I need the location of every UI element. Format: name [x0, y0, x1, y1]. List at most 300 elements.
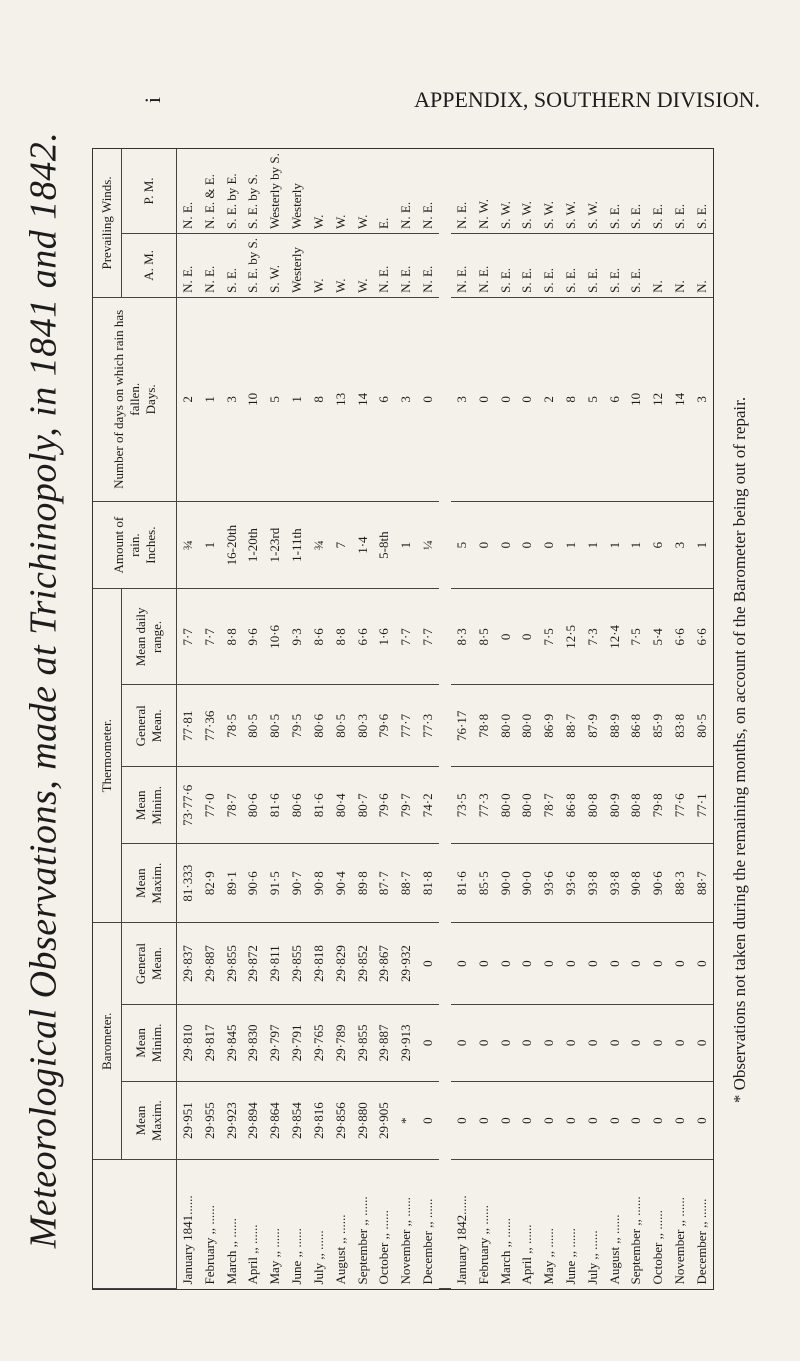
- cell-month: August ,, ......: [606, 1214, 622, 1285]
- cell-am: N.: [691, 233, 713, 297]
- cell-rain: 1: [625, 501, 647, 589]
- cell-tmin: 80·0: [495, 767, 517, 844]
- cell-trng: 6·6: [352, 589, 374, 685]
- cell-days: 13: [330, 297, 352, 501]
- cell-days: 14: [669, 297, 691, 501]
- cell-bmin: 0: [604, 1005, 626, 1082]
- cell-tmin: 77·0: [199, 767, 221, 844]
- cell-trng: 10·6: [264, 589, 286, 685]
- cell-rain: 3: [669, 501, 691, 589]
- cell-tmin: 81·6: [308, 767, 330, 844]
- cell-trng: 8·8: [330, 589, 352, 685]
- cell-am: S. E.: [538, 233, 560, 297]
- cell-tmin: 79·6: [373, 767, 395, 844]
- cell-month: October ,, ......: [650, 1210, 666, 1285]
- cell-bgen: 29·867: [373, 923, 395, 1005]
- cell-days: 12: [647, 297, 669, 501]
- cell-month: April ,, ......: [245, 1224, 261, 1285]
- cell-month: September ,, ......: [628, 1196, 644, 1285]
- cell-pm: S. W.: [560, 149, 582, 233]
- cell-pm: S. W.: [516, 149, 538, 233]
- cell-bmin: 29·789: [330, 1005, 352, 1082]
- cell-bgen: 0: [538, 923, 560, 1005]
- cell-bmax: 0: [560, 1081, 582, 1160]
- cell-month: October ,, ......: [376, 1210, 392, 1285]
- cell-bgen: 0: [451, 923, 473, 1005]
- cell-tgen: 80·0: [516, 685, 538, 767]
- cell-pm: S. E.: [669, 149, 691, 233]
- cell-tmax: 90·4: [330, 844, 352, 923]
- page-number: i: [140, 96, 166, 104]
- table-row: [560, 149, 582, 1289]
- cell-rain: 1: [604, 501, 626, 589]
- cell-tmax: 89·8: [352, 844, 374, 923]
- cell-tmax: 85·5: [473, 844, 495, 923]
- cell-bgen: 29·811: [264, 923, 286, 1005]
- cell-trng: 7·5: [538, 589, 560, 685]
- cell-am: N. E.: [177, 233, 199, 297]
- cell-tmin: 80·0: [516, 767, 538, 844]
- cell-bmax: 0: [691, 1081, 713, 1160]
- cell-pm: S. E.: [604, 149, 626, 233]
- cell-tgen: 79·6: [373, 685, 395, 767]
- cell-tmax: 89·1: [221, 844, 243, 923]
- cell-bgen: 29·837: [177, 923, 199, 1005]
- cell-rain: ¼: [417, 501, 439, 589]
- cell-bmax: 29·816: [308, 1081, 330, 1160]
- cell-trng: 8·3: [451, 589, 473, 685]
- cell-days: 1: [286, 297, 308, 501]
- cell-bmax: 29·864: [264, 1081, 286, 1160]
- cell-month: June ,, ......: [562, 1228, 578, 1285]
- cell-bgen: 0: [495, 923, 517, 1005]
- baro-max-header: Mean Maxim.: [122, 1081, 177, 1160]
- cell-tmin: 78·7: [538, 767, 560, 844]
- cell-rain: 1: [395, 501, 417, 589]
- table-row: [495, 149, 517, 1289]
- cell-pm: N. E.: [417, 149, 439, 233]
- cell-bgen: 0: [647, 923, 669, 1005]
- table-row: [395, 149, 417, 1289]
- cell-tmin: 79·8: [647, 767, 669, 844]
- table-row: [221, 149, 243, 1289]
- cell-tmax: 91·5: [264, 844, 286, 923]
- cell-trng: 7·7: [199, 589, 221, 685]
- table-row: [625, 149, 647, 1289]
- cell-month: May ,, ......: [267, 1228, 283, 1285]
- cell-days: 6: [373, 297, 395, 501]
- cell-tgen: 85·9: [647, 685, 669, 767]
- cell-trng: 9·3: [286, 589, 308, 685]
- cell-month: December ,, ......: [693, 1198, 709, 1285]
- cell-rain: ¾: [177, 501, 199, 589]
- table-row: [330, 149, 352, 1289]
- cell-bmin: 0: [516, 1005, 538, 1082]
- cell-bmax: *: [395, 1081, 417, 1160]
- cell-tmax: 90·6: [243, 844, 265, 923]
- cell-bmax: 29·923: [221, 1081, 243, 1160]
- table-row: [582, 149, 604, 1289]
- cell-bmin: 29·913: [395, 1005, 417, 1082]
- cell-bmax: 29·856: [330, 1081, 352, 1160]
- cell-bmax: 0: [451, 1081, 473, 1160]
- cell-days: 10: [625, 297, 647, 501]
- cell-bgen: 0: [560, 923, 582, 1005]
- cell-rain: 0: [473, 501, 495, 589]
- cell-trng: 8·5: [473, 589, 495, 685]
- cell-tmax: 93·6: [538, 844, 560, 923]
- am-header: A. M.: [122, 233, 177, 297]
- cell-tgen: 77·7: [395, 685, 417, 767]
- cell-tgen: 80·6: [308, 685, 330, 767]
- cell-tgen: 80·5: [691, 685, 713, 767]
- cell-days: 14: [352, 297, 374, 501]
- cell-rain: 5-8th: [373, 501, 395, 589]
- table-row: [691, 149, 713, 1289]
- cell-tgen: 80·0: [495, 685, 517, 767]
- cell-bmin: 0: [582, 1005, 604, 1082]
- cell-pm: W.: [352, 149, 374, 233]
- cell-am: N.: [647, 233, 669, 297]
- cell-trng: 0: [495, 589, 517, 685]
- cell-trng: 7·7: [177, 589, 199, 685]
- cell-pm: S. W.: [582, 149, 604, 233]
- cell-tgen: 78·8: [473, 685, 495, 767]
- cell-tmin: 73·77·6: [177, 767, 199, 844]
- observations-table: [93, 149, 713, 1289]
- cell-month: July ,, ......: [310, 1230, 326, 1285]
- cell-pm: W.: [330, 149, 352, 233]
- cell-bmax: 0: [538, 1081, 560, 1160]
- cell-trng: 7·7: [395, 589, 417, 685]
- observations-table-rotator: [93, 149, 713, 1289]
- cell-am: S. E.: [495, 233, 517, 297]
- cell-tmin: 80·7: [352, 767, 374, 844]
- cell-trng: 8·6: [308, 589, 330, 685]
- cell-tgen: 79·5: [286, 685, 308, 767]
- therm-range-header: Mean daily range.: [122, 589, 177, 685]
- cell-tgen: 77·3: [417, 685, 439, 767]
- rain-header: Amount of rain. Inches.: [93, 501, 177, 589]
- running-head: [140, 72, 760, 128]
- cell-rain: 0: [516, 501, 538, 589]
- table-row: [417, 149, 439, 1289]
- cell-tgen: 80·5: [330, 685, 352, 767]
- cell-rain: 1: [560, 501, 582, 589]
- cell-am: W.: [308, 233, 330, 297]
- cell-days: 5: [264, 297, 286, 501]
- cell-bmax: 0: [473, 1081, 495, 1160]
- cell-days: 2: [538, 297, 560, 501]
- cell-month: September ,, ......: [354, 1196, 370, 1285]
- cell-am: W.: [330, 233, 352, 297]
- cell-tmax: 81·6: [451, 844, 473, 923]
- table-row: [286, 149, 308, 1289]
- cell-am: S. E. by S.: [243, 233, 265, 297]
- table-row: [243, 149, 265, 1289]
- cell-tgen: 88·9: [604, 685, 626, 767]
- cell-bmax: 0: [604, 1081, 626, 1160]
- cell-pm: N. E.: [451, 149, 473, 233]
- cell-pm: E.: [373, 149, 395, 233]
- cell-tmin: 78·7: [221, 767, 243, 844]
- cell-month: January 1842......: [453, 1195, 469, 1285]
- cell-tmax: 81·333: [177, 844, 199, 923]
- cell-tmax: 90·8: [625, 844, 647, 923]
- cell-days: 6: [604, 297, 626, 501]
- cell-tgen: 86·9: [538, 685, 560, 767]
- observations-table-frame: [92, 148, 714, 1290]
- cell-pm: N. W.: [473, 149, 495, 233]
- table-row: [199, 149, 221, 1289]
- cell-bgen: 0: [473, 923, 495, 1005]
- cell-trng: 7·3: [582, 589, 604, 685]
- cell-rain: 1-23rd: [264, 501, 286, 589]
- cell-days: 3: [221, 297, 243, 501]
- cell-bgen: 0: [417, 923, 439, 1005]
- cell-bmin: 29·810: [177, 1005, 199, 1082]
- cell-pm: S. E.: [691, 149, 713, 233]
- baro-min-header: Mean Minim.: [122, 1005, 177, 1082]
- baro-gen-header: General Mean.: [122, 923, 177, 1005]
- cell-bgen: 29·887: [199, 923, 221, 1005]
- cell-trng: 7·7: [417, 589, 439, 685]
- cell-rain: 0: [538, 501, 560, 589]
- cell-rain: ¾: [308, 501, 330, 589]
- cell-bgen: 0: [516, 923, 538, 1005]
- table-row: [604, 149, 626, 1289]
- cell-tmax: 88·3: [669, 844, 691, 923]
- cell-pm: N. E.: [177, 149, 199, 233]
- cell-tmin: 81·6: [264, 767, 286, 844]
- cell-bmax: 29·905: [373, 1081, 395, 1160]
- cell-bmax: 29·955: [199, 1081, 221, 1160]
- cell-am: N. E.: [417, 233, 439, 297]
- cell-am: S. E.: [625, 233, 647, 297]
- table-row: [177, 149, 199, 1289]
- cell-bgen: 29·852: [352, 923, 374, 1005]
- cell-bgen: 29·932: [395, 923, 417, 1005]
- cell-month: November ,, ......: [398, 1197, 414, 1285]
- cell-days: 3: [691, 297, 713, 501]
- cell-days: 0: [417, 297, 439, 501]
- cell-tmax: 93·6: [560, 844, 582, 923]
- running-head-title: APPENDIX, SOUTHERN DIVISION.: [414, 87, 760, 112]
- cell-tgen: 86·8: [625, 685, 647, 767]
- cell-am: Westerly: [286, 233, 308, 297]
- cell-tmax: 93·8: [582, 844, 604, 923]
- cell-am: N. E.: [473, 233, 495, 297]
- cell-bmax: 29·951: [177, 1081, 199, 1160]
- cell-month: November ,, ......: [672, 1197, 687, 1285]
- cell-bmax: 0: [516, 1081, 538, 1160]
- cell-month: May ,, ......: [541, 1228, 557, 1285]
- cell-month: July ,, ......: [584, 1230, 600, 1285]
- cell-rain: 1-11th: [286, 501, 308, 589]
- cell-pm: Westerly by S.: [264, 149, 286, 233]
- cell-tmin: 80·6: [243, 767, 265, 844]
- cell-tgen: 77·81: [177, 685, 199, 767]
- cell-month: January 1841......: [179, 1195, 195, 1285]
- side-title: [2, 90, 84, 1290]
- cell-bgen: 29·855: [286, 923, 308, 1005]
- cell-am: S. E.: [560, 233, 582, 297]
- cell-month: March ,, ......: [223, 1218, 239, 1285]
- cell-rain: 6: [647, 501, 669, 589]
- cell-month: February ,, ......: [201, 1205, 217, 1285]
- cell-bmin: 29·855: [352, 1005, 374, 1082]
- cell-pm: N. E. & E.: [199, 149, 221, 233]
- table-row: [538, 149, 560, 1289]
- cell-am: N. E.: [199, 233, 221, 297]
- cell-trng: 7·5: [625, 589, 647, 685]
- table-row: [669, 149, 691, 1289]
- cell-bmin: 29·887: [373, 1005, 395, 1082]
- cell-bmin: 0: [451, 1005, 473, 1082]
- cell-month: February ,, ......: [475, 1205, 491, 1285]
- table-row: [308, 149, 330, 1289]
- cell-bmax: 29·854: [286, 1081, 308, 1160]
- thermometer-group: Thermometer.: [93, 589, 122, 923]
- cell-bmin: 29·830: [243, 1005, 265, 1082]
- cell-days: 2: [177, 297, 199, 501]
- cell-bgen: 0: [669, 923, 691, 1005]
- side-title-text: Meteorological Observations, made at Trichinopoly, in 1841 and 1842.: [22, 131, 65, 1249]
- cell-tmax: 90·0: [516, 844, 538, 923]
- table-row: [451, 149, 473, 1289]
- cell-am: N. E.: [373, 233, 395, 297]
- cell-pm: S. E. by E.: [221, 149, 243, 233]
- cell-rain: 1: [691, 501, 713, 589]
- barometer-group: Barometer.: [93, 923, 122, 1160]
- cell-am: N. E.: [395, 233, 417, 297]
- cell-days: 3: [451, 297, 473, 501]
- cell-bgen: 0: [625, 923, 647, 1005]
- table-row: [352, 149, 374, 1289]
- cell-am: S. E.: [221, 233, 243, 297]
- table-row: [516, 149, 538, 1289]
- cell-days: 8: [560, 297, 582, 501]
- cell-bmin: 0: [538, 1005, 560, 1082]
- pm-header: P. M.: [122, 149, 177, 233]
- cell-tmin: 79·7: [395, 767, 417, 844]
- cell-tmax: 90·6: [647, 844, 669, 923]
- cell-tmax: 88·7: [691, 844, 713, 923]
- winds-group: Prevailing Winds.: [93, 149, 122, 297]
- cell-days: 8: [308, 297, 330, 501]
- cell-bmax: 0: [669, 1081, 691, 1160]
- cell-bmax: 0: [625, 1081, 647, 1160]
- cell-month: April ,, ......: [519, 1224, 535, 1285]
- cell-pm: S. E. by S.: [243, 149, 265, 233]
- cell-tmin: 80·9: [604, 767, 626, 844]
- cell-bmax: 0: [417, 1081, 439, 1160]
- cell-pm: W.: [308, 149, 330, 233]
- cell-rain: 5: [451, 501, 473, 589]
- cell-bmax: 29·880: [352, 1081, 374, 1160]
- cell-bgen: 0: [604, 923, 626, 1005]
- cell-pm: S. W.: [495, 149, 517, 233]
- cell-rain: 0: [495, 501, 517, 589]
- cell-am: S. W.: [264, 233, 286, 297]
- footnote: [720, 200, 760, 1300]
- cell-tmin: 77·6: [669, 767, 691, 844]
- cell-tgen: 87·9: [582, 685, 604, 767]
- cell-rain: 1-20th: [243, 501, 265, 589]
- cell-month: December ,, ......: [419, 1198, 435, 1285]
- cell-pm: S. W.: [538, 149, 560, 233]
- cell-tgen: 80·3: [352, 685, 374, 767]
- year-separator: [439, 149, 451, 1289]
- table-body: [177, 149, 714, 1289]
- cell-bmax: 0: [647, 1081, 669, 1160]
- therm-max-header: Mean Maxim.: [122, 844, 177, 923]
- cell-trng: 6·6: [669, 589, 691, 685]
- cell-bgen: 0: [691, 923, 713, 1005]
- cell-pm: Westerly: [286, 149, 308, 233]
- cell-bmin: 29·765: [308, 1005, 330, 1082]
- cell-trng: 12·5: [560, 589, 582, 685]
- cell-tmax: 93·8: [604, 844, 626, 923]
- cell-bgen: 29·829: [330, 923, 352, 1005]
- therm-min-header: Mean Minim.: [122, 767, 177, 844]
- cell-bmax: 0: [495, 1081, 517, 1160]
- cell-tgen: 80·5: [243, 685, 265, 767]
- cell-tmin: 80·8: [625, 767, 647, 844]
- cell-pm: S. E.: [625, 149, 647, 233]
- cell-rain: 7: [330, 501, 352, 589]
- cell-tgen: 80·5: [264, 685, 286, 767]
- cell-bmin: 29·797: [264, 1005, 286, 1082]
- cell-bmin: 0: [691, 1005, 713, 1082]
- cell-tmin: 77·3: [473, 767, 495, 844]
- cell-tmin: 86·8: [560, 767, 582, 844]
- cell-pm: S. E.: [647, 149, 669, 233]
- cell-am: N.: [669, 233, 691, 297]
- table-row: [373, 149, 395, 1289]
- cell-trng: 5·4: [647, 589, 669, 685]
- cell-am: S. E.: [582, 233, 604, 297]
- cell-trng: 1·6: [373, 589, 395, 685]
- cell-trng: 12·4: [604, 589, 626, 685]
- cell-am: S. E.: [516, 233, 538, 297]
- cell-days: 1: [199, 297, 221, 501]
- therm-gen-header: General Mean.: [122, 685, 177, 767]
- cell-tgen: 88·7: [560, 685, 582, 767]
- cell-bmax: 29·894: [243, 1081, 265, 1160]
- cell-days: 5: [582, 297, 604, 501]
- cell-bgen: 29·855: [221, 923, 243, 1005]
- cell-tgen: 78·5: [221, 685, 243, 767]
- cell-tgen: 83·8: [669, 685, 691, 767]
- cell-month: June ,, ......: [289, 1228, 305, 1285]
- cell-tmin: 77·1: [691, 767, 713, 844]
- cell-bgen: 0: [582, 923, 604, 1005]
- cell-tmax: 90·0: [495, 844, 517, 923]
- cell-tmax: 87·7: [373, 844, 395, 923]
- cell-tgen: 76·17: [451, 685, 473, 767]
- cell-rain: 1: [582, 501, 604, 589]
- cell-bmin: 29·791: [286, 1005, 308, 1082]
- cell-bmin: 0: [560, 1005, 582, 1082]
- cell-tmax: 90·7: [286, 844, 308, 923]
- cell-trng: 6·6: [691, 589, 713, 685]
- table-row: [647, 149, 669, 1289]
- cell-tmax: 88·7: [395, 844, 417, 923]
- cell-bmin: 0: [417, 1005, 439, 1082]
- cell-am: N. E.: [451, 233, 473, 297]
- cell-days: 0: [516, 297, 538, 501]
